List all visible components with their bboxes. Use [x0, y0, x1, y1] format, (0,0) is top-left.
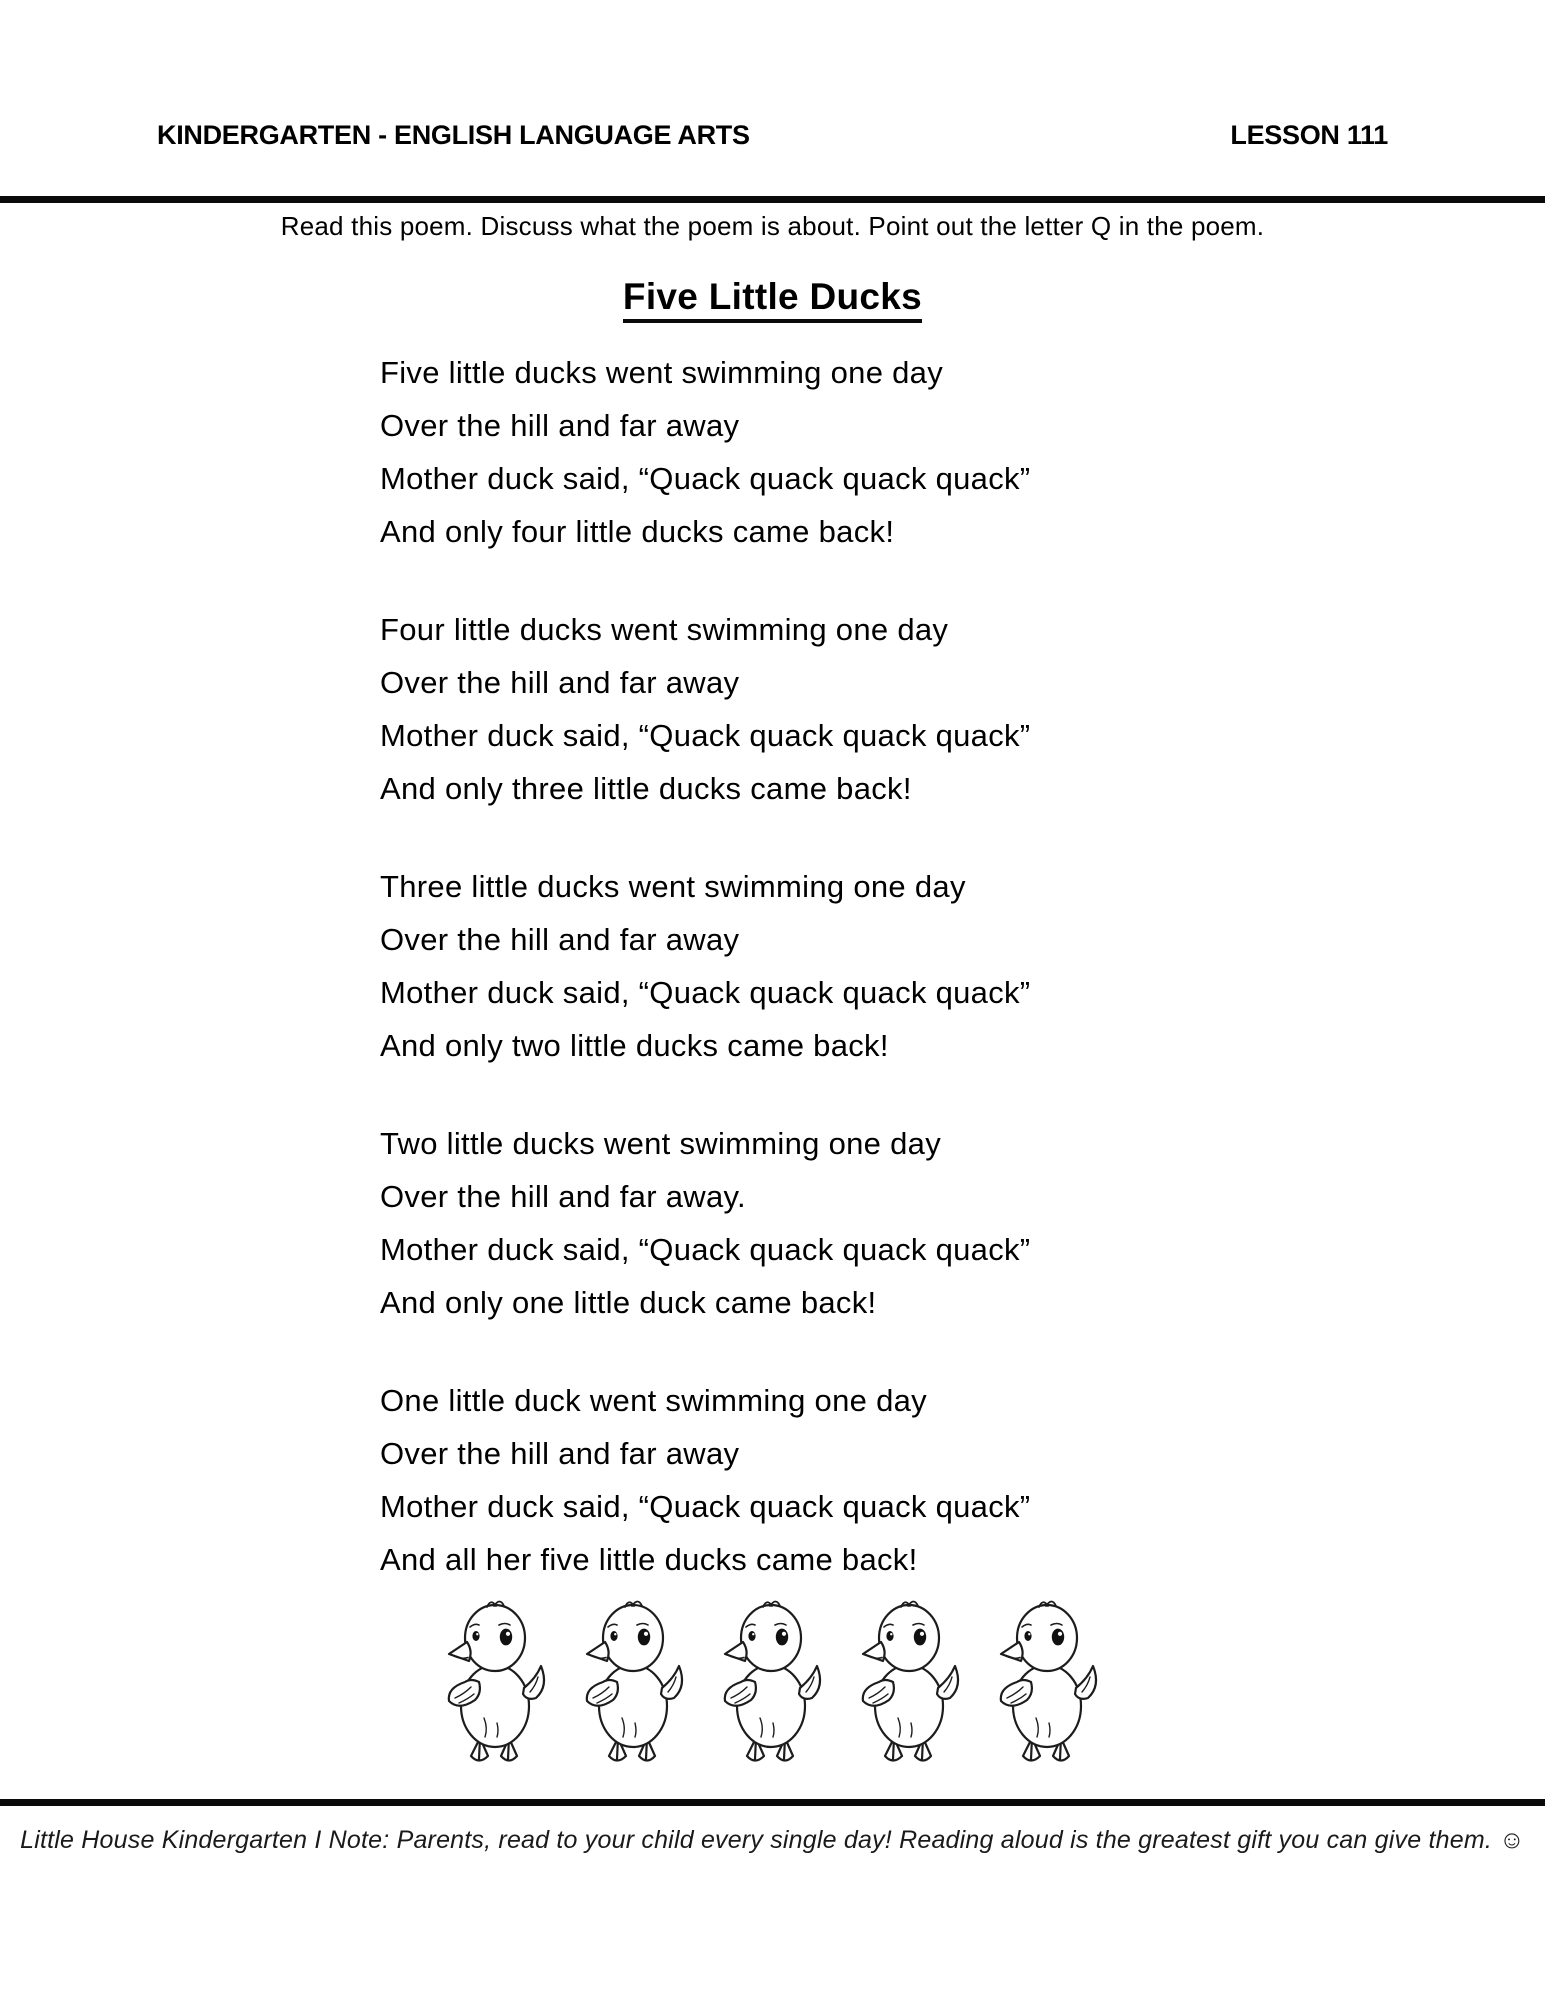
poem-line: Over the hill and far away [380, 408, 740, 443]
bottom-rule [0, 1799, 1545, 1806]
lesson-number: LESSON 111 [1230, 120, 1388, 150]
poem-title: Five Little Ducks [0, 276, 1545, 318]
poem-line: Mother duck said, “Quack quack quack quack” [380, 975, 1031, 1010]
poem-line: And all her five little ducks came back! [380, 1542, 918, 1577]
poem-line: Mother duck said, “Quack quack quack quack” [380, 1232, 1031, 1267]
duck-right-wing [523, 1666, 544, 1699]
poem-line: Mother duck said, “Quack quack quack quack” [380, 1489, 1031, 1524]
duckling-icon [993, 1598, 1105, 1770]
duckling-icon [717, 1598, 829, 1770]
poem-body [380, 346, 1030, 1631]
poem-stanza [380, 1374, 1030, 1586]
poem-line: Three little ducks went swimming one day [380, 869, 966, 904]
duck-body [737, 1665, 805, 1747]
duckling-icon [579, 1598, 691, 1770]
poem-stanza [380, 603, 1030, 815]
duck-right-wing [1075, 1666, 1096, 1699]
poem-line: Four little ducks went swimming one day [380, 612, 949, 647]
poem-line: And only three little ducks came back! [380, 771, 912, 806]
poem-line: Over the hill and far away. [380, 1179, 746, 1214]
duck-body [1013, 1665, 1081, 1747]
duck-right-wing [799, 1666, 820, 1699]
poem-line: Mother duck said, “Quack quack quack quack” [380, 461, 1031, 496]
course-title: KINDERGARTEN - ENGLISH LANGUAGE ARTS [157, 120, 750, 150]
duckling-icon [855, 1598, 967, 1770]
poem-line: Two little ducks went swimming one day [380, 1126, 942, 1161]
duck-body [599, 1665, 667, 1747]
duck-body [461, 1665, 529, 1747]
poem-stanza [380, 860, 1030, 1072]
poem-stanza [380, 1117, 1030, 1329]
ducklings-illustration [0, 1598, 1545, 1770]
instruction-text: Read this poem. Discuss what the poem is about. Point out the letter Q in the poem. [280, 211, 1265, 241]
poem-line: Five little ducks went swimming one day [380, 355, 944, 390]
footer-note: Little House Kindergarten I Note: Parents, read to your child every single day! Reading aloud is the greatest gift you can give them. ☺ [20, 1826, 1525, 1854]
poem-line: Over the hill and far away [380, 1436, 740, 1471]
duckling-icon [441, 1598, 553, 1770]
duck-body [875, 1665, 943, 1747]
duck-right-wing [937, 1666, 958, 1699]
poem-line: Over the hill and far away [380, 665, 740, 700]
duck-right-wing [661, 1666, 682, 1699]
page-header [157, 120, 1388, 151]
poem-line: One little duck went swimming one day [380, 1383, 927, 1418]
poem-line: Over the hill and far away [380, 922, 740, 957]
poem-line: Mother duck said, “Quack quack quack quack” [380, 718, 1031, 753]
poem-line: And only two little ducks came back! [380, 1028, 889, 1063]
top-rule [0, 196, 1545, 203]
poem-stanza [380, 346, 1030, 558]
poem-line: And only four little ducks came back! [380, 514, 895, 549]
poem-line: And only one little duck came back! [380, 1285, 877, 1320]
